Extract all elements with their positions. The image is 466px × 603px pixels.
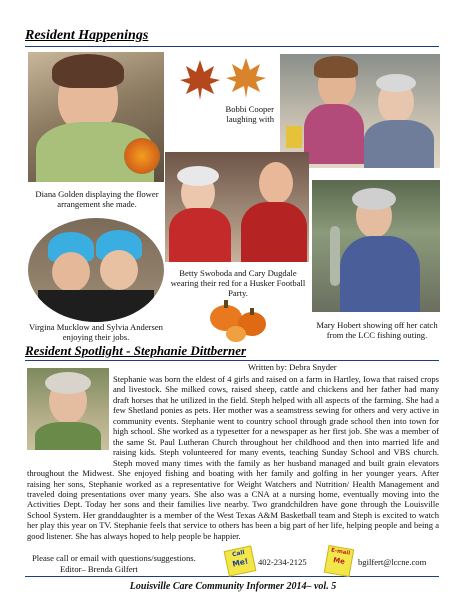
- spotlight-rule: [25, 360, 439, 361]
- photo-betty-cary: [165, 152, 309, 262]
- email-sticker-icon: [324, 545, 354, 577]
- caption-virgina: Virgina Mucklow and Sylvia Andersen enjoying their jobs.: [29, 322, 163, 342]
- byline: Written by: Debra Snyder: [248, 362, 337, 372]
- photo-float-spacer: [27, 374, 113, 458]
- photo-virgina-sylvia: [28, 218, 164, 322]
- caption-betty: Betty Swoboda and Cary Dugdale wearing their red for a Husker Football Party.: [170, 268, 306, 298]
- title-rule: [25, 46, 439, 47]
- section-title-resident-happenings: Resident Happenings: [25, 28, 149, 43]
- photo-mary-hobert: [312, 180, 440, 312]
- phone-number[interactable]: 402-234-2125: [258, 557, 307, 567]
- pumpkin-icon: [206, 296, 270, 344]
- call-badge-line-2: Me!: [231, 556, 250, 569]
- spotlight-body: [27, 374, 439, 574]
- email-badge-line-2: Me: [332, 556, 346, 566]
- photo-diana-golden: [28, 52, 164, 182]
- email-badge-line-1: E-mail: [330, 547, 351, 557]
- photo-bobbi-cooper: [280, 54, 440, 168]
- maple-leaf-icon: [178, 58, 222, 102]
- maple-leaf-icon: [224, 56, 268, 100]
- section-title-spotlight: Resident Spotlight - Stephanie Dittberner: [25, 343, 247, 358]
- caption-mary: Mary Hobert showing off her catch from the LCC fishing outing.: [316, 320, 438, 340]
- publication-line: Louisville Care Community Informer 2014– vol. 5: [129, 581, 337, 592]
- caption-bobbi: Bobbi Cooper laughing with: [225, 104, 274, 124]
- caption-diana: Diana Golden displaying the flower arrangement she made.: [35, 189, 159, 209]
- contact-line: Please call or email with questions/suggestions.: [32, 553, 196, 563]
- email-address[interactable]: bgilfert@lccne.com: [358, 557, 427, 567]
- footer-box: [25, 576, 439, 577]
- spotlight-paragraph: Stephanie was born the eldest of 4 girls and raised on a farm in Hartley, Iowa that raised crops and livestock. She milked cows, raised sheep, cattle and chickens and her father had many draft horses that he utilized in the field. Steph helped with all aspects of the farming. She had a few Shetland ponies as pets. Her mother was a seamstress sewing for others and very active in community events. Stephanie went to country school through grade school then into town for high school. She worked as a typesetter for a newspaper as her first job. She was a member of the same St. Paul Lutheran Church throughout her childhood and then into married life and raising kids. Steph volunteered for many events, teaching Sunday School and VBS church. Steph moved many times with the family as her husband managed and built grain elevators throughout the Midwest. She enjoyed fishing and boating with her family and golfing in her younger years. After raising her sons, Stephanie worked as a representative for Weight Watchers and Nutrition/ Health Management and traveled doing presentations over many years. She also was a CNA at a nursing home, eventually moving into the Activities Dept. Today her sons and their families live nearby. Two grandchildren have gone through the Louisville School System. Her granddaughter is a member of the West Texas A&M Basketball team and Steph is excited to watch her play this year on TV. Stephanie feels that service to others has been a big part of her life, helping people and being a good listener. She has always hoped to help people be happier.: [27, 374, 439, 541]
- call-badge-line-1: Call: [231, 548, 246, 559]
- editor-line: Editor– Brenda Gilfert: [60, 564, 138, 574]
